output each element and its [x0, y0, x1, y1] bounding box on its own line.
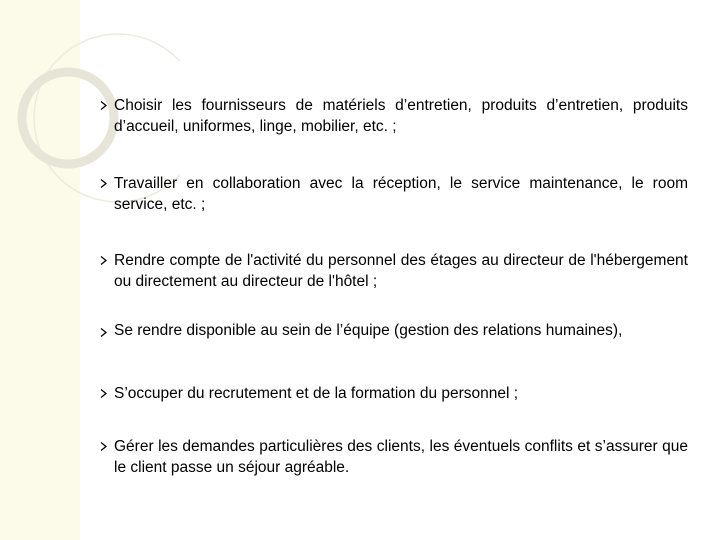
bullet-text: Se rendre disponible au sein de l’équipe (gestion des relations humaines), — [114, 322, 623, 339]
bullet-text: Choisir les fournisseurs de matériels d’entretien, produits d’entretien, produits d’accueil, uniformes, linge, mobilier, etc. ; — [114, 97, 688, 135]
chevron-right-icon — [100, 101, 107, 110]
bullet-text: Gérer les demandes particulières des clients, les éventuels conflits et s’assurer que le client passe un séjour agréable. — [114, 438, 688, 476]
bullet-item — [100, 95, 688, 137]
bullet-text: Travailler en collaboration avec la réception, le service maintenance, le room service, etc. ; — [114, 175, 688, 213]
bullet-text: Rendre compte de l'activité du personnel des étages au directeur de l'hébergement ou directement au directeur de l'hôtel ; — [114, 252, 688, 290]
bullet-item — [100, 173, 688, 215]
bullet-text: S’occuper du recrutement et de la formation du personnel ; — [114, 385, 519, 402]
chevron-right-icon — [100, 328, 107, 337]
chevron-right-icon — [100, 389, 107, 398]
chevron-right-icon — [100, 442, 107, 451]
bullet-item — [100, 383, 688, 404]
bullet-item — [100, 436, 688, 478]
bullet-item — [100, 250, 688, 292]
chevron-right-icon — [100, 179, 107, 188]
chevron-right-icon — [100, 256, 107, 265]
bullet-item — [100, 322, 688, 339]
